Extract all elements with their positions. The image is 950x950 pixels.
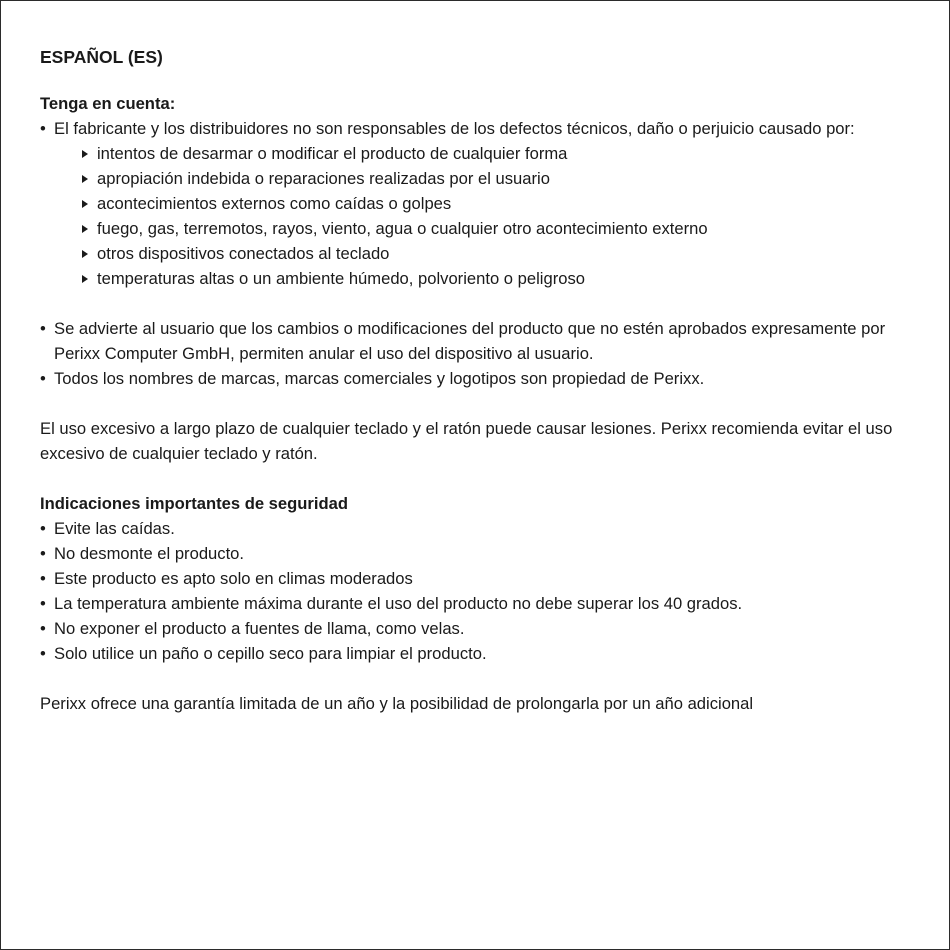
list-item: • No desmonte el producto. [40,541,920,566]
list-item: • No exponer el producto a fuentes de llama, como velas. [40,616,920,641]
spacer [40,666,920,691]
document-content [40,43,920,716]
warranty-text: Perixx ofrece una garantía limitada de un año y la posibilidad de prolongarla por un año adicional [40,694,754,713]
list-item: intentos de desarmar o modificar el producto de cualquier forma [82,141,920,166]
spacer [40,466,920,491]
notice-heading: Tenga en cuenta: [40,94,176,113]
list-item: • Evite las caídas. [40,516,920,541]
spacer [40,391,920,416]
list-item: • La temperatura ambiente máxima durante el uso del producto no debe superar los 40 grados. [40,591,920,616]
list-item: acontecimientos externos como caídas o golpes [82,191,920,216]
causes-list [54,141,920,291]
list-item: temperaturas altas o un ambiente húmedo, polvoriento o peligroso [82,266,920,291]
list-item: • Este producto es apto solo en climas moderados [40,566,920,591]
list-item: • Solo utilice un paño o cepillo seco para limpiar el producto. [40,641,920,666]
spacer [40,291,920,316]
notice-intro: El fabricante y los distribuidores no son responsables de los defectos técnicos, daño o perjuicio causado por: [54,119,855,138]
usage-warning: El uso excesivo a largo plazo de cualquier teclado y el ratón puede causar lesiones. Perixx recomienda evitar el uso excesivo de cualquier teclado y ratón. [40,419,893,463]
safety-heading: Indicaciones importantes de seguridad [40,494,348,513]
safety-list [40,516,920,666]
list-item [40,116,920,291]
list-item: • Se advierte al usuario que los cambios o modificaciones del producto que no estén aprobados expresamente por Perixx Computer GmbH, permiten anular el uso del dispositivo al usuario. [40,316,920,366]
list-item: • Todos los nombres de marcas, marcas comerciales y logotipos son propiedad de Perixx. [40,366,920,391]
section-title: ESPAÑOL (ES) [40,47,163,67]
list-item: apropiación indebida o reparaciones realizadas por el usuario [82,166,920,191]
notice-list [40,116,920,291]
warnings-list [40,316,920,391]
list-item: fuego, gas, terremotos, rayos, viento, agua o cualquier otro acontecimiento externo [82,216,920,241]
list-item: otros dispositivos conectados al teclado [82,241,920,266]
